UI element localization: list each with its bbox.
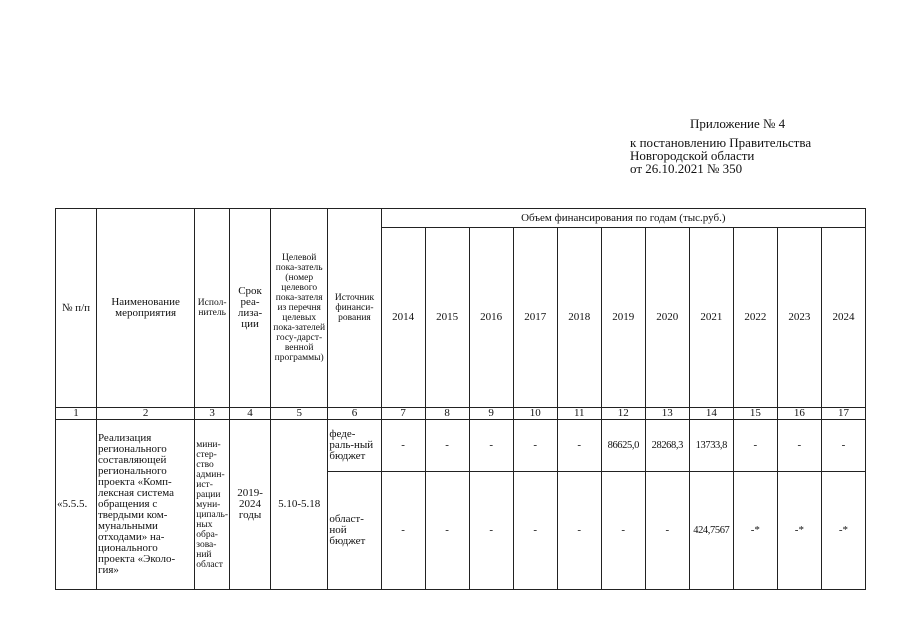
column-number: 14: [689, 408, 733, 420]
header-name: Наименование мероприятия: [96, 209, 194, 408]
value-cell: -: [425, 472, 469, 590]
header-year: 2014: [381, 228, 425, 408]
column-number: 8: [425, 408, 469, 420]
value-cell: -: [469, 420, 513, 472]
value-cell: -: [513, 420, 557, 472]
value-cell: -: [557, 420, 601, 472]
row-executor: мини-стер-ство админ-ист-рации муни-ципаль-ных обра-зова-ний област: [195, 420, 230, 590]
column-number: 15: [733, 408, 777, 420]
value-cell: -: [601, 472, 645, 590]
value-cell: 424,7567: [689, 472, 733, 590]
header-funding-group: Объем финансирования по годам (тыс.руб.): [381, 209, 865, 228]
value-cell: -: [381, 420, 425, 472]
header-executor: Испол-нитель: [195, 209, 230, 408]
header-year: 2017: [513, 228, 557, 408]
value-cell: -*: [777, 472, 821, 590]
header-year: 2021: [689, 228, 733, 408]
column-number: 12: [601, 408, 645, 420]
row-target: 5.10-5.18: [271, 420, 328, 590]
header-year: 2015: [425, 228, 469, 408]
value-cell: 86625,0: [601, 420, 645, 472]
value-cell: -: [821, 420, 865, 472]
column-number: 9: [469, 408, 513, 420]
value-cell: -*: [821, 472, 865, 590]
header-year: 2024: [821, 228, 865, 408]
column-number: 6: [328, 408, 381, 420]
header-year: 2020: [645, 228, 689, 408]
value-cell: -: [469, 472, 513, 590]
source-label: област-ной бюджет: [328, 472, 381, 590]
header-source: Источник финанси-рования: [328, 209, 381, 408]
column-number: 2: [96, 408, 194, 420]
appendix-title: Приложение № 4: [690, 116, 786, 131]
value-cell: -: [381, 472, 425, 590]
row-term: 2019-2024 годы: [230, 420, 271, 590]
value-cell: -: [645, 472, 689, 590]
header-num: № п/п: [56, 209, 97, 408]
value-cell: -: [513, 472, 557, 590]
column-number: 10: [513, 408, 557, 420]
appendix-line-3: от 26.10.2021 № 350: [630, 161, 743, 176]
appendix-line-2: Новгородской области: [630, 148, 755, 163]
appendix-header: [630, 117, 811, 175]
header-year: 2016: [469, 228, 513, 408]
header-year: 2018: [557, 228, 601, 408]
column-number-row: [56, 408, 866, 420]
source-label: феде-раль-ный бюджет: [328, 420, 381, 472]
value-cell: -: [557, 472, 601, 590]
row-name: Реализация регионального составляющей регионального проекта «Комп-лексная система обращения с твердыми ком-мунальными отходами» на-ционального проекта «Эколо-гия»: [96, 420, 194, 590]
value-cell: 28268,3: [645, 420, 689, 472]
column-number: 13: [645, 408, 689, 420]
column-number: 16: [777, 408, 821, 420]
header-year: 2023: [777, 228, 821, 408]
column-number: 7: [381, 408, 425, 420]
appendix-line-1: к постановлению Правительства: [630, 135, 812, 150]
header-target: Целевой пока-затель (номер целевого пока-зателя из перечня целевых пока-зателей госу-дарст-венной программы): [271, 209, 328, 408]
value-cell: -*: [733, 472, 777, 590]
header-year: 2022: [733, 228, 777, 408]
table-row: [56, 420, 866, 472]
column-number: 1: [56, 408, 97, 420]
row-num: «5.5.5.: [56, 420, 97, 590]
value-cell: 13733,8: [689, 420, 733, 472]
column-number: 5: [271, 408, 328, 420]
column-number: 4: [230, 408, 271, 420]
column-number: 17: [821, 408, 865, 420]
value-cell: -: [733, 420, 777, 472]
column-number: 3: [195, 408, 230, 420]
header-year: 2019: [601, 228, 645, 408]
funding-table: [55, 208, 866, 590]
value-cell: -: [777, 420, 821, 472]
column-number: 11: [557, 408, 601, 420]
value-cell: -: [425, 420, 469, 472]
header-term: Срок реа-лиза-ции: [230, 209, 271, 408]
